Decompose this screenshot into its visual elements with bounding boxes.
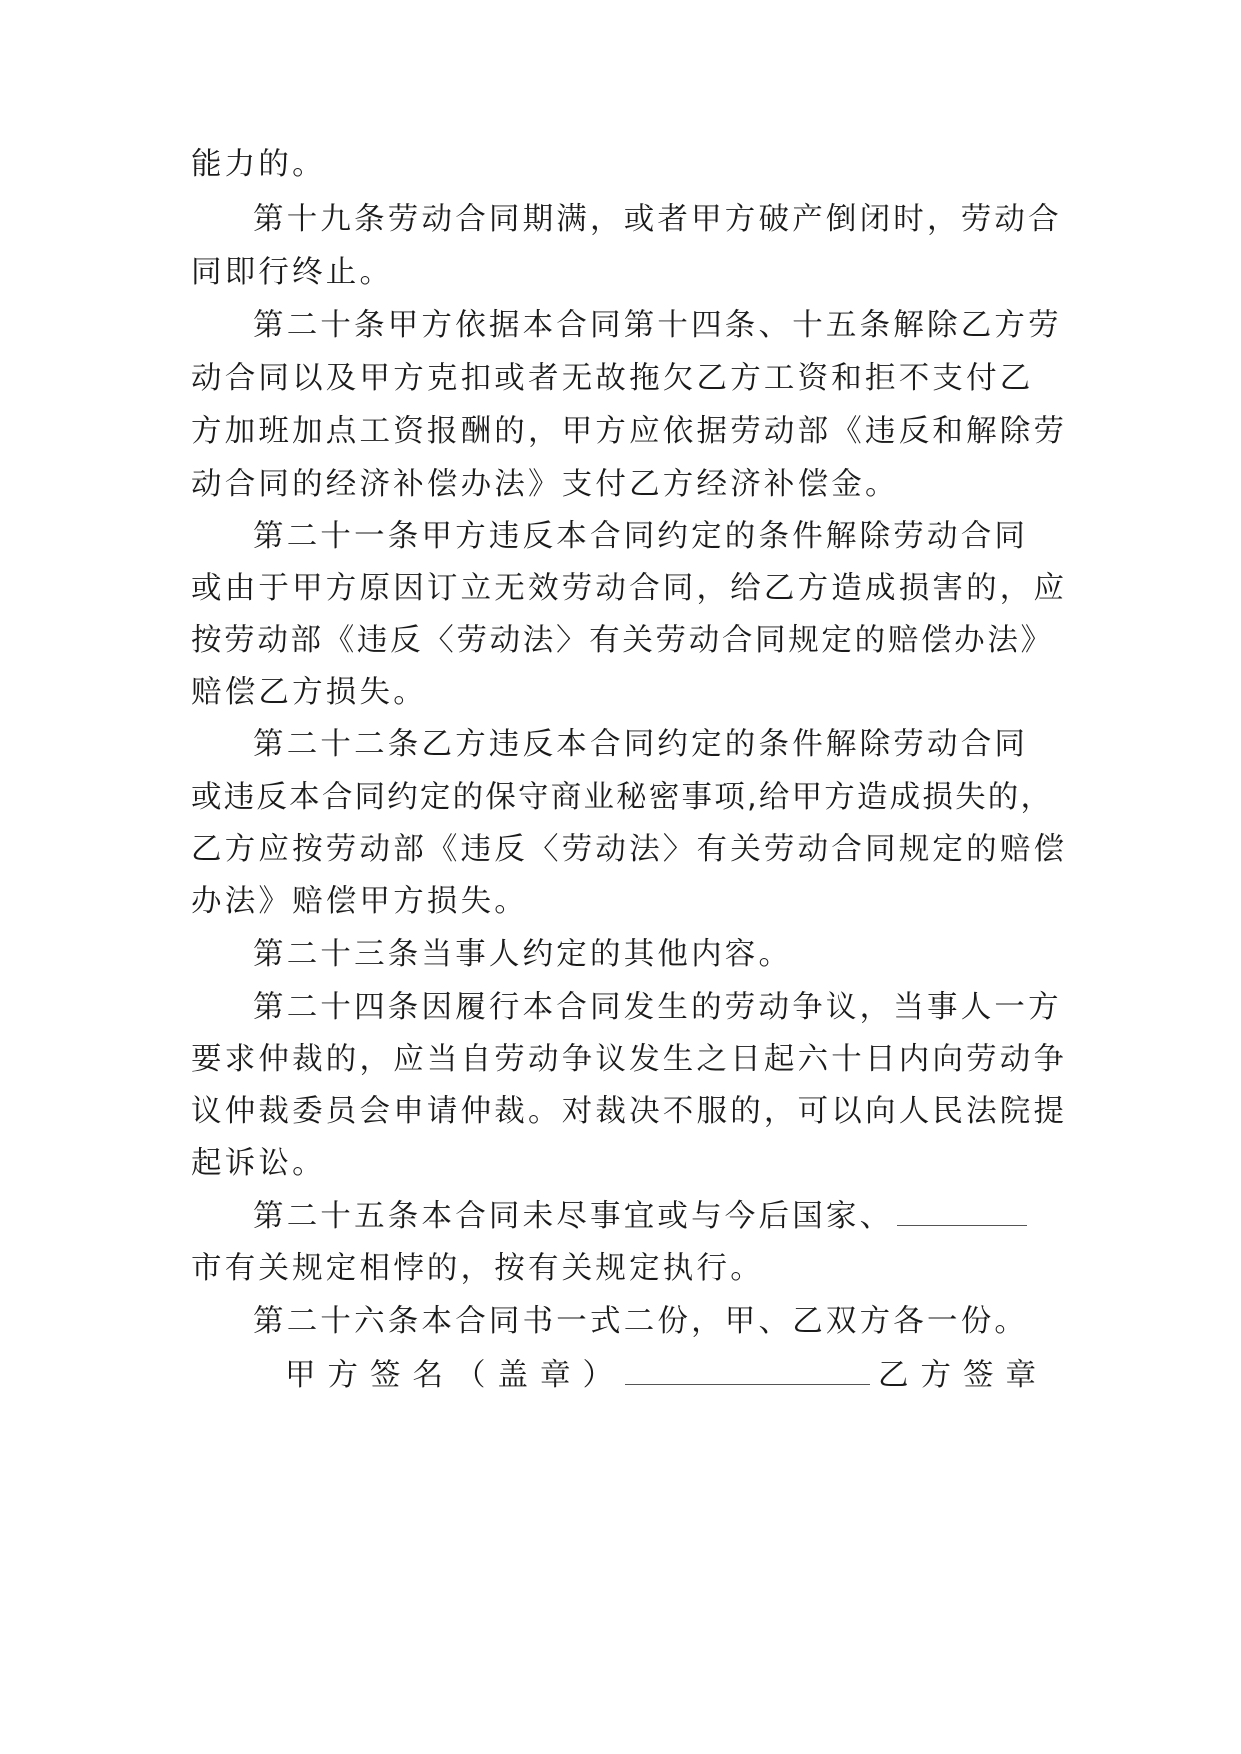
paragraph-line: 议仲裁委员会申请仲裁。对裁决不服的，可以向人民法院提 [191, 1094, 1068, 1129]
paragraph-line: 或违反本合同约定的保守商业秘密事项,给甲方造成损失的， [191, 780, 1051, 815]
article-23-line: 第二十三条当事人约定的其他内容。 [253, 937, 793, 972]
paragraph-line: 起诉讼。 [191, 1146, 326, 1181]
paragraph-line: 办法》赔偿甲方损失。 [191, 884, 528, 919]
article-25-text: 第二十五条本合同未尽事宜或与今后国家、 [253, 1199, 894, 1234]
paragraph-line: 要求仲裁的，应当自劳动争议发生之日起六十日内向劳动争 [191, 1042, 1068, 1077]
article-25-line [253, 1188, 1051, 1246]
article-20-line: 第二十条甲方依据本合同第十四条、十五条解除乙方劳 [253, 308, 1062, 343]
article-22-line: 第二十二条乙方违反本合同约定的条件解除劳动合同 [253, 727, 1029, 762]
paragraph-line: 动合同的经济补偿办法》支付乙方经济补偿金。 [191, 467, 899, 502]
fill-in-blank [897, 1191, 1027, 1226]
article-21-line: 第二十一条甲方违反本合同约定的条件解除劳动合同 [253, 519, 1029, 554]
article-24-line: 第二十四条因履行本合同发生的劳动争议，当事人一方 [253, 990, 1062, 1025]
paragraph-line: 市有关规定相悖的，按有关规定执行。 [191, 1251, 764, 1286]
paragraph-line: 动合同以及甲方克扣或者无故拖欠乙方工资和拒不支付乙 [191, 361, 1034, 396]
paragraph-line: 方加班加点工资报酬的，甲方应依据劳动部《违反和解除劳 [191, 414, 1068, 449]
party-a-signature-blank [625, 1350, 870, 1385]
paragraph-line: 同即行终止。 [191, 255, 394, 290]
paragraph-line: 按劳动部《违反〈劳动法〉有关劳动合同规定的赔偿办法》 [191, 623, 1051, 658]
party-a-signature-label: 甲方签名（盖章） [285, 1358, 625, 1393]
article-26-line: 第二十六条本合同书一式二份，甲、乙双方各一份。 [253, 1304, 1029, 1339]
paragraph-line: 赔偿乙方损失。 [191, 675, 427, 710]
paragraph-line: 乙方应按劳动部《违反〈劳动法〉有关劳动合同规定的赔偿 [191, 832, 1068, 867]
article-19-line: 第十九条劳动合同期满，或者甲方破产倒闭时，劳动合 [253, 202, 1062, 237]
paragraph-line: 能力的。 [191, 147, 326, 182]
party-b-signature-label: 乙方签章 [878, 1358, 1048, 1393]
paragraph-line: 或由于甲方原因订立无效劳动合同，给乙方造成损害的，应 [191, 571, 1068, 606]
signature-line [285, 1347, 1051, 1405]
